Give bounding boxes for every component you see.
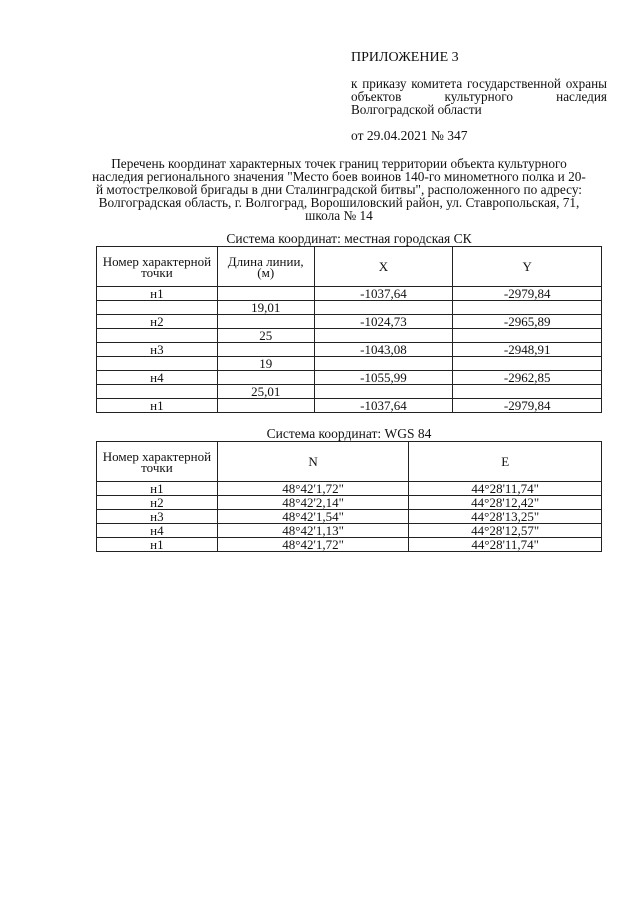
n-cell: 48°42'1,72": [217, 538, 409, 552]
order-date: от 29.04.2021 № 347: [351, 128, 468, 143]
table-row: [97, 343, 602, 357]
y-cell: -2948,91: [453, 343, 602, 357]
local-system-caption: Система координат: местная городская СК: [226, 231, 472, 246]
document-title: Перечень координат характерных точек границ территории объекта культурного наследия регионального значения "Место боев воинов 140-го минометного полка и 20-й мотострелковой бригады в дни Сталинградской битвы", расположенного по адресу: Волгоградская область, г. Волгоград, Ворошиловский район, ул. Ставропольская, 71, школа № 14: [92, 156, 586, 223]
n-cell: 48°42'1,72": [217, 482, 409, 496]
wgs-coordinates-table: [96, 441, 602, 552]
n-cell: 48°42'1,13": [217, 524, 409, 538]
appendix-title: ПРИЛОЖЕНИЕ 3: [351, 50, 459, 65]
table-row: [97, 496, 602, 510]
point-cell: н3: [97, 510, 218, 524]
wgs-system-caption: Система координат: WGS 84: [266, 426, 432, 441]
header-y: Y: [453, 247, 602, 287]
length-row: [97, 385, 602, 399]
header-point: Номер характерной точки: [97, 442, 218, 482]
n-cell: 48°42'2,14": [217, 496, 409, 510]
e-cell: 44°28'12,42": [409, 496, 602, 510]
y-cell: -2962,85: [453, 371, 602, 385]
point-cell: н2: [97, 496, 218, 510]
header-length: Длина линии, (м): [217, 247, 314, 287]
y-cell: -2965,89: [453, 315, 602, 329]
x-cell: -1037,64: [314, 287, 453, 301]
x-cell: -1037,64: [314, 399, 453, 413]
e-cell: 44°28'12,57": [409, 524, 602, 538]
point-cell: н1: [97, 399, 218, 413]
y-cell: -2979,84: [453, 399, 602, 413]
local-coordinates-table: [96, 246, 602, 413]
n-cell: 48°42'1,54": [217, 510, 409, 524]
point-cell: н1: [97, 287, 218, 301]
table-row: [97, 371, 602, 385]
e-cell: 44°28'13,25": [409, 510, 602, 524]
point-cell: н1: [97, 538, 218, 552]
point-cell: н1: [97, 482, 218, 496]
table-row: [97, 482, 602, 496]
length-cell: 19,01: [217, 301, 314, 315]
order-reference: к приказу комитета государственной охраны объектов культурного наследия Волгоградской области: [351, 76, 607, 117]
e-cell: 44°28'11,74": [409, 482, 602, 496]
length-row: [97, 357, 602, 371]
point-cell: н3: [97, 343, 218, 357]
header-e: E: [409, 442, 602, 482]
length-cell: 19: [217, 357, 314, 371]
point-cell: н4: [97, 524, 218, 538]
length-row: [97, 329, 602, 343]
table-row: [97, 524, 602, 538]
table-row: [97, 287, 602, 301]
point-cell: н2: [97, 315, 218, 329]
header-point: Номер характерной точки: [97, 247, 218, 287]
x-cell: -1043,08: [314, 343, 453, 357]
length-row: [97, 301, 602, 315]
table-row: [97, 538, 602, 552]
table-row: [97, 315, 602, 329]
e-cell: 44°28'11,74": [409, 538, 602, 552]
header-n: N: [217, 442, 409, 482]
table-header-row: [97, 442, 602, 482]
table-row: [97, 399, 602, 413]
header-x: X: [314, 247, 453, 287]
point-cell: н4: [97, 371, 218, 385]
table-header-row: [97, 247, 602, 287]
length-cell: 25,01: [217, 385, 314, 399]
x-cell: -1024,73: [314, 315, 453, 329]
y-cell: -2979,84: [453, 287, 602, 301]
length-cell: 25: [217, 329, 314, 343]
table-row: [97, 510, 602, 524]
x-cell: -1055,99: [314, 371, 453, 385]
